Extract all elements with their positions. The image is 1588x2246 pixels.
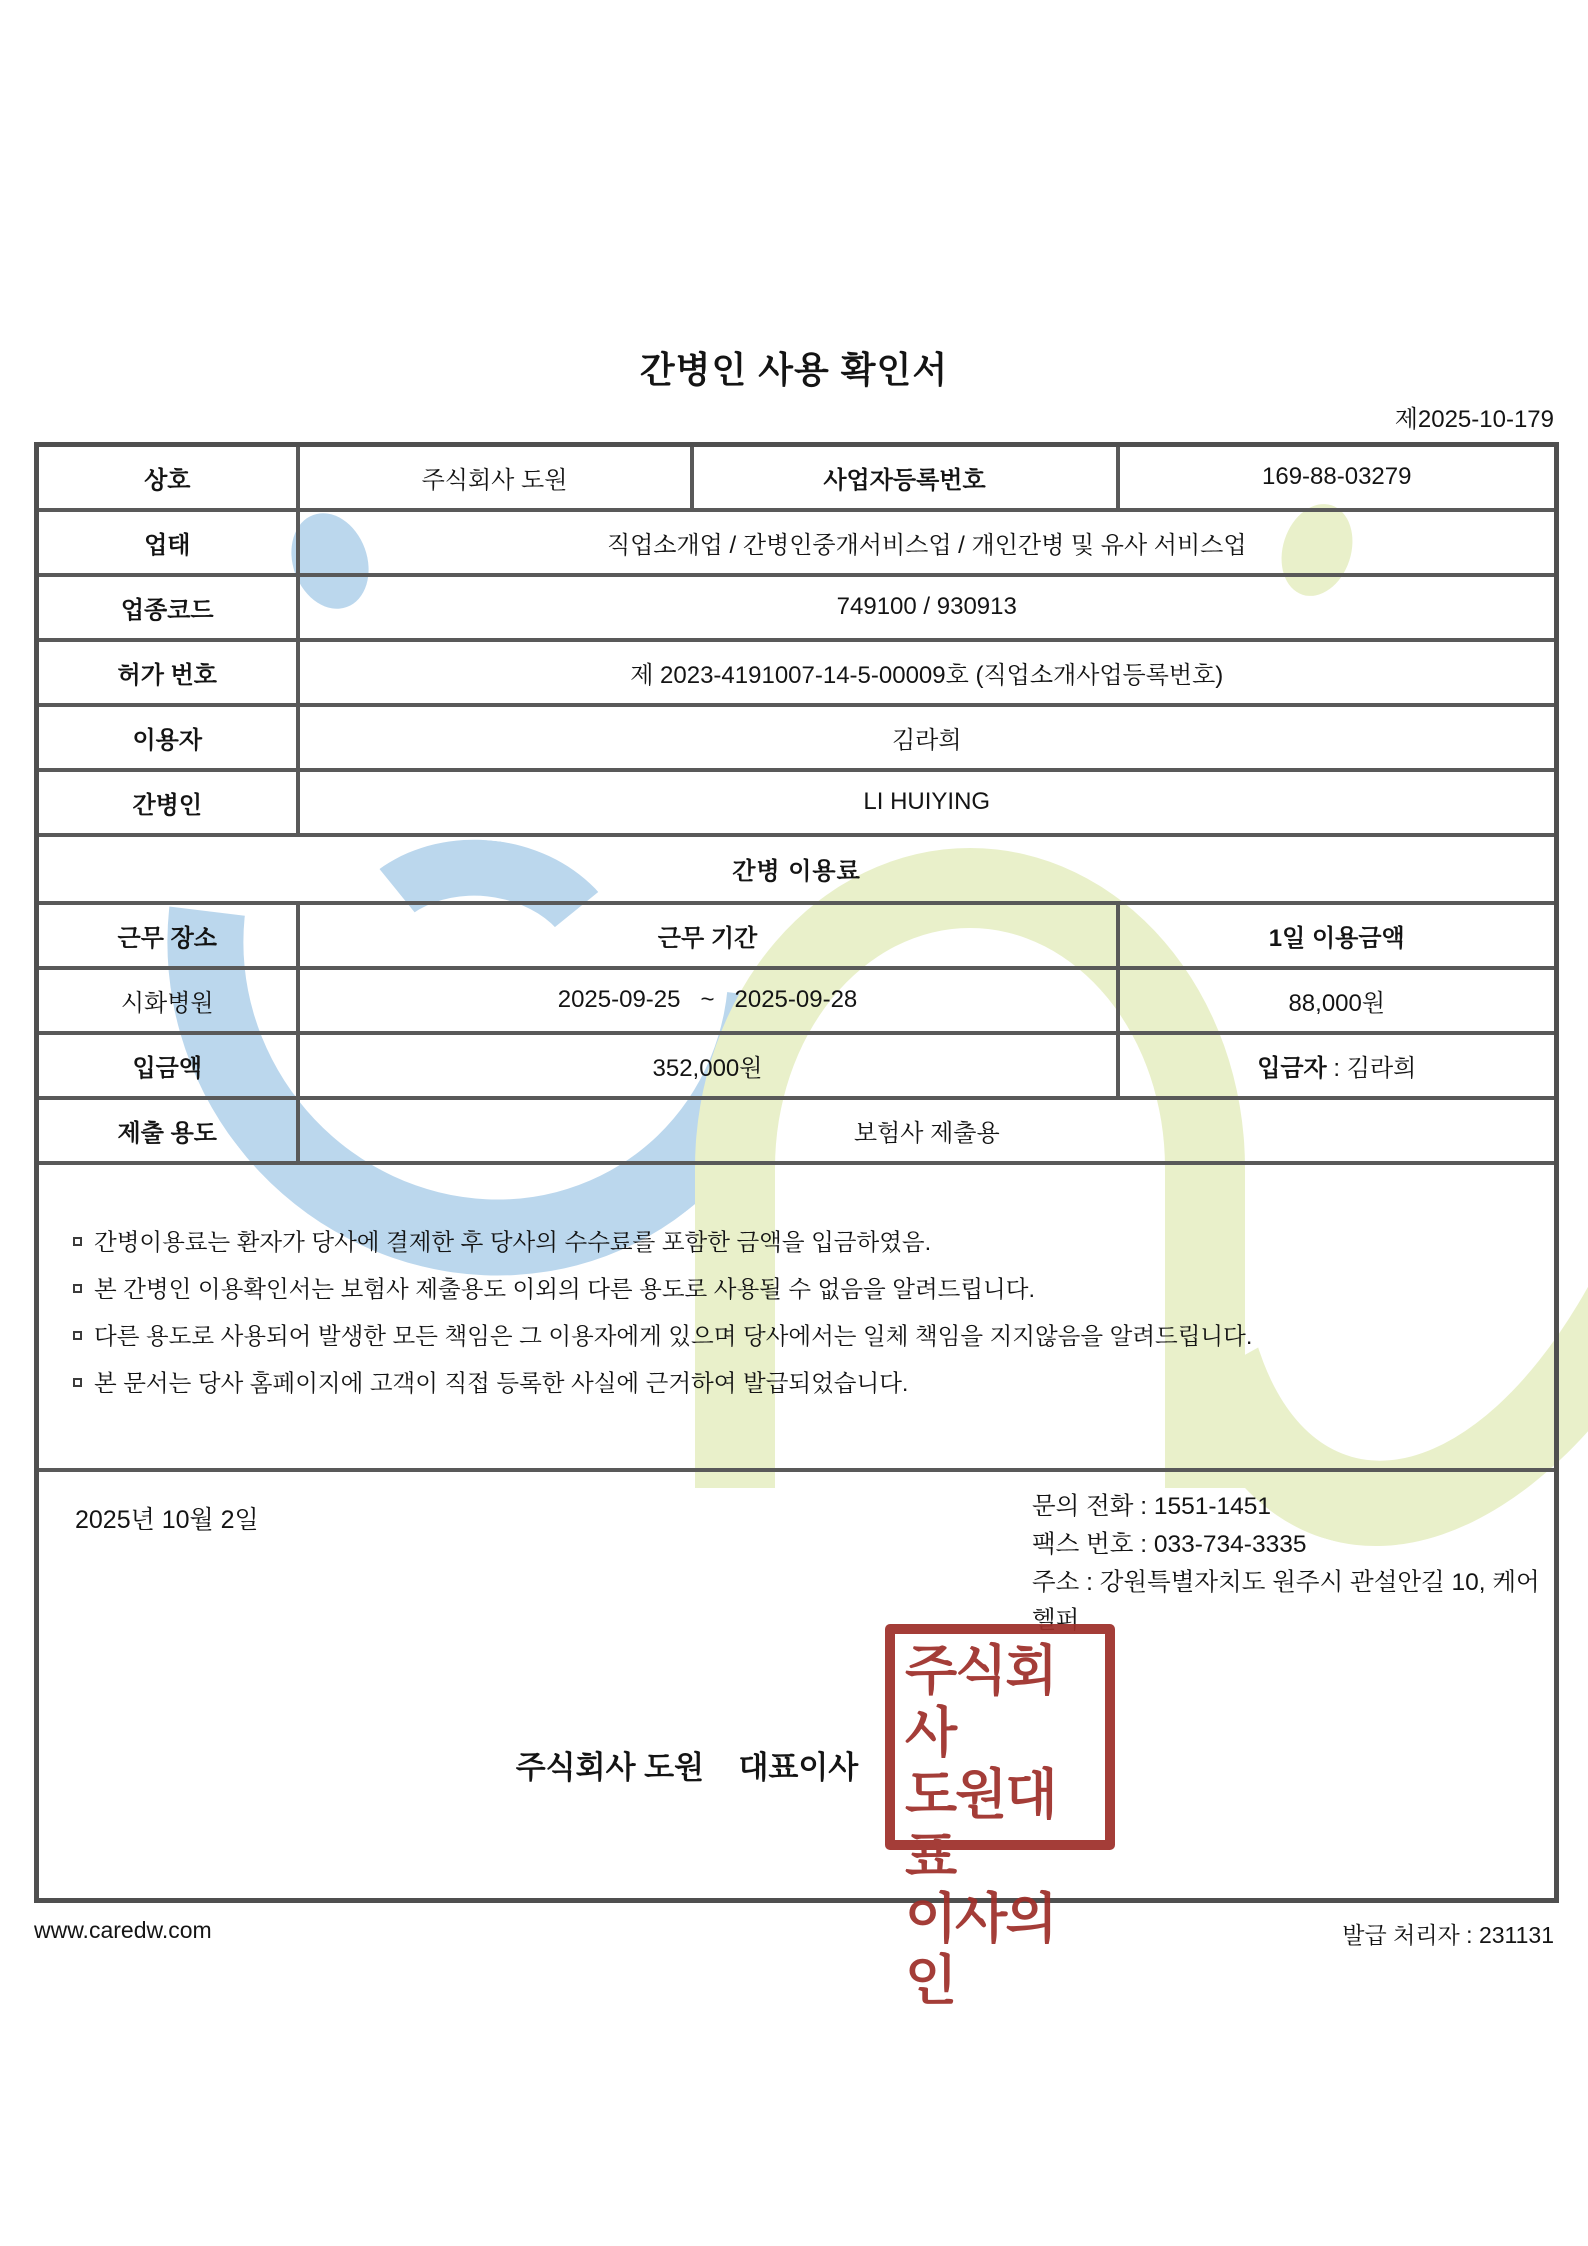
depositor-value: : 김라희 bbox=[1326, 1054, 1417, 1082]
square-bullet-icon bbox=[73, 1237, 82, 1246]
company-name-value: 주식회사 도원 bbox=[298, 445, 692, 510]
list-item bbox=[73, 1275, 1520, 1303]
purpose-value: 보험사 제출용 bbox=[298, 1098, 1557, 1163]
fee-section-title: 간병 이용료 bbox=[37, 835, 1557, 903]
depositor-label: 입금자 bbox=[1257, 1054, 1327, 1082]
table-row bbox=[37, 510, 1557, 575]
permit-number-value: 제 2023-4191007-14-5-00009호 (직업소개사업등록번호) bbox=[298, 640, 1557, 705]
company-signature: 주식회사 도원 대표이사 bbox=[515, 1749, 859, 1785]
business-type-label: 업태 bbox=[37, 510, 298, 575]
work-period-value: 2025-09-25 ~ 2025-09-28 bbox=[298, 968, 1118, 1033]
work-place-value: 시화병원 bbox=[37, 968, 298, 1033]
table-row bbox=[37, 903, 1557, 968]
table-row bbox=[37, 1470, 1557, 1901]
square-bullet-icon bbox=[73, 1378, 82, 1387]
seal-text-line bbox=[905, 1764, 1095, 1888]
deposit-amount: 352,000원 bbox=[298, 1033, 1118, 1098]
square-bullet-icon bbox=[73, 1284, 82, 1293]
deposit-label: 입금액 bbox=[37, 1033, 298, 1098]
depositor-cell bbox=[1118, 1033, 1557, 1098]
note-text: 다른 용도로 사용되어 발생한 모든 책임은 그 이용자에게 있으며 당사에서는 일체 책임을 지지않음을 알려드립니다. bbox=[94, 1322, 1253, 1349]
daily-fee-value: 88,000원 bbox=[1118, 968, 1557, 1033]
table-row bbox=[37, 705, 1557, 770]
contact-block bbox=[1032, 1488, 1546, 1640]
square-bullet-icon bbox=[73, 1331, 82, 1340]
table-row bbox=[37, 575, 1557, 640]
permit-number-label: 허가 번호 bbox=[37, 640, 298, 705]
user-value: 김라희 bbox=[298, 705, 1557, 770]
industry-code-label: 업종코드 bbox=[37, 575, 298, 640]
work-period-header: 근무 기간 bbox=[298, 903, 1118, 968]
purpose-label: 제출 용도 bbox=[37, 1098, 298, 1163]
user-label: 이용자 bbox=[37, 705, 298, 770]
table-row bbox=[37, 1033, 1557, 1098]
list-item bbox=[73, 1228, 1520, 1256]
table-row bbox=[37, 835, 1557, 903]
contact-address: 주소 : 강원특별자치도 원주시 관설안길 10, 케어헬퍼 bbox=[1032, 1568, 1540, 1634]
table-row bbox=[37, 1098, 1557, 1163]
notes-list bbox=[47, 1167, 1546, 1466]
seal-text: 도원대표 bbox=[905, 1764, 1056, 1887]
seal-text: 주식회사 bbox=[905, 1640, 1056, 1763]
seal-text-line bbox=[905, 1888, 1095, 2012]
table-row bbox=[37, 445, 1557, 510]
business-type-value: 직업소개업 / 간병인중개서비스업 / 개인간병 및 유사 서비스업 bbox=[298, 510, 1557, 575]
work-place-header: 근무 장소 bbox=[37, 903, 298, 968]
website-link: www.caredw.com bbox=[34, 1916, 212, 1943]
corporate-seal-icon bbox=[885, 1624, 1115, 2011]
doc-number: 제2025-10-179 bbox=[1394, 406, 1554, 433]
page-title: 간병인 사용 확인서 bbox=[639, 349, 949, 390]
table-row bbox=[37, 770, 1557, 835]
company-name-label: 상호 bbox=[37, 445, 298, 510]
note-text: 본 문서는 당사 홈페이지에 고객이 직접 등록한 사실에 근거하여 발급되었습니다. bbox=[94, 1369, 909, 1396]
table-row bbox=[37, 1163, 1557, 1470]
table-row bbox=[37, 640, 1557, 705]
contact-phone: 문의 전화 : 1551-1451 bbox=[1032, 1492, 1272, 1520]
issue-date: 2025년 10월 2일 bbox=[75, 1505, 259, 1534]
seal-text-line bbox=[905, 1640, 1095, 1764]
list-item bbox=[73, 1369, 1520, 1397]
contact-fax: 팩스 번호 : 033-734-3335 bbox=[1032, 1530, 1307, 1558]
caregiver-label: 간병인 bbox=[37, 770, 298, 835]
list-item bbox=[73, 1322, 1520, 1350]
note-text: 본 간병인 이용확인서는 보험사 제출용도 이외의 다른 용도로 사용될 수 없음을 알려드립니다. bbox=[94, 1275, 1035, 1302]
seal-text: 이사의인 bbox=[905, 1888, 1056, 2011]
business-reg-value: 169-88-03279 bbox=[1118, 445, 1557, 510]
daily-fee-header: 1일 이용금액 bbox=[1118, 903, 1557, 968]
page-footer bbox=[34, 1917, 1554, 1950]
notes-cell bbox=[37, 1163, 1557, 1470]
business-reg-label: 사업자등록번호 bbox=[692, 445, 1118, 510]
caregiver-value: LI HUIYING bbox=[298, 770, 1557, 835]
note-text: 간병이용료는 환자가 당사에 결제한 후 당사의 수수료를 포함한 금액을 입금하였음. bbox=[94, 1228, 932, 1255]
table-row bbox=[37, 968, 1557, 1033]
issuer-id: 발급 처리자 : 231131 bbox=[1342, 1921, 1554, 1948]
industry-code-value: 749100 / 930913 bbox=[298, 575, 1557, 640]
